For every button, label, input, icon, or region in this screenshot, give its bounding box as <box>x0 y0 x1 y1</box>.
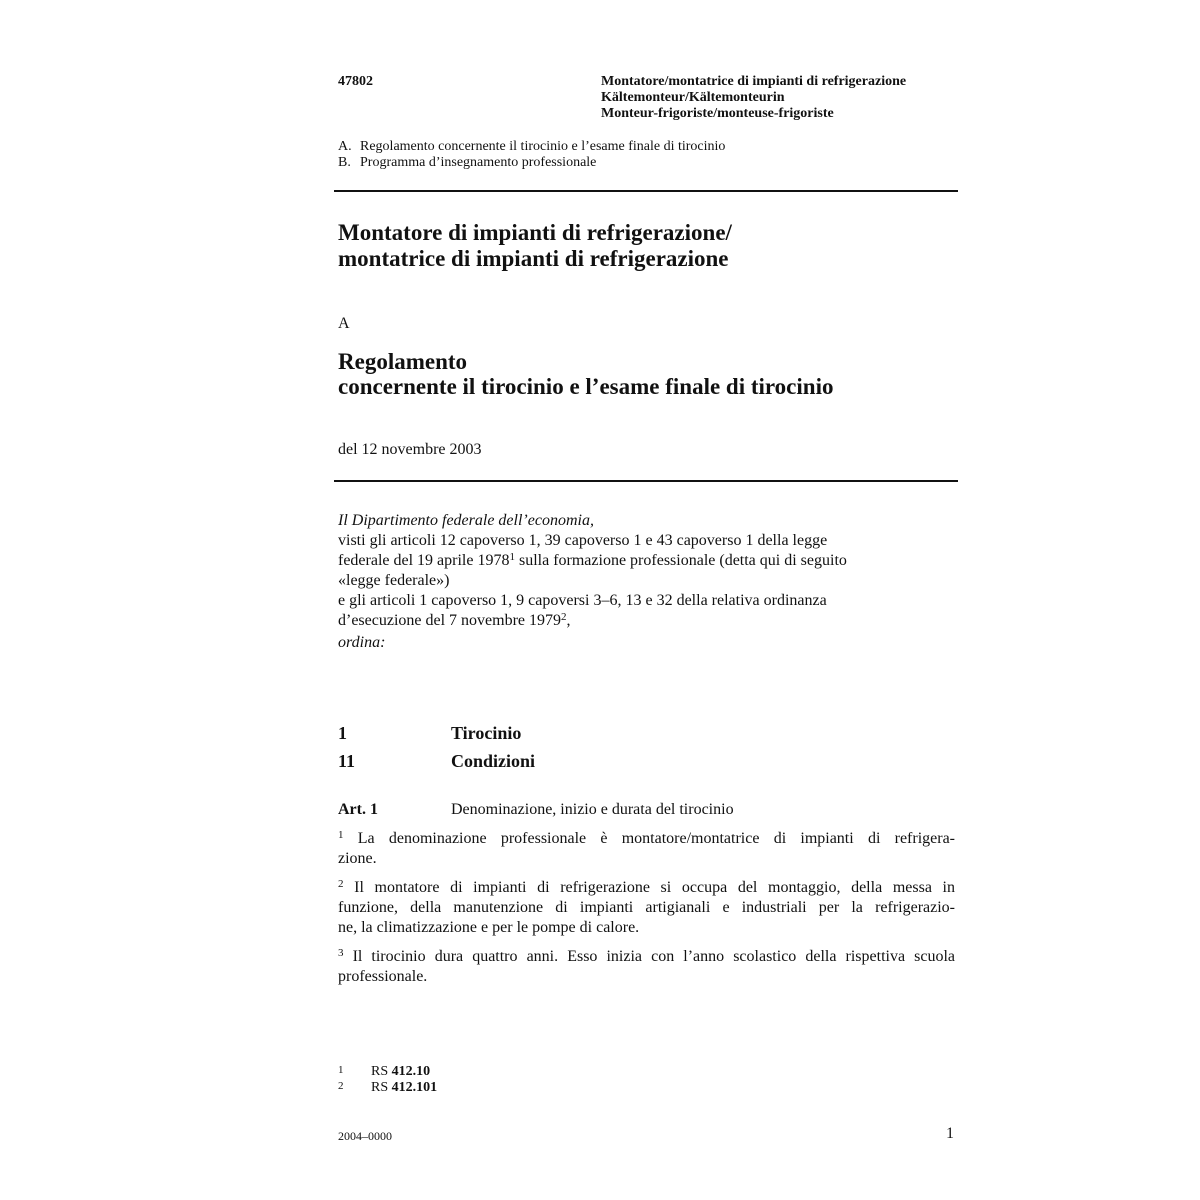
preamble-line <box>338 551 958 571</box>
preamble-text: sulla formazione professionale (detta qui di seguito <box>514 552 847 569</box>
preamble-line <box>338 611 958 631</box>
footnote <box>338 1080 538 1096</box>
section-title: Tirocinio <box>451 723 522 743</box>
paragraph-number: 3 <box>338 947 344 959</box>
section-title: Condizioni <box>451 751 536 771</box>
page-number: 1 <box>946 1125 954 1142</box>
paragraph-line <box>338 878 955 898</box>
divider <box>334 190 958 192</box>
preamble-text: , <box>566 612 571 629</box>
paragraph-line: ne, la climatizzazione e per le pompe di calore. <box>338 919 640 936</box>
paragraph-number: 1 <box>338 829 344 841</box>
paragraph-line <box>338 947 955 967</box>
header-title-line: Monteur-frigoriste/monteuse-frigoriste <box>601 106 834 121</box>
divider <box>334 480 958 482</box>
article-paragraph <box>338 878 955 938</box>
main-title <box>338 220 732 272</box>
preamble-line: e gli articoli 1 capoverso 1, 9 capoversi 3–6, 13 e 32 della relativa ordinanza <box>338 592 827 609</box>
article-paragraph <box>338 829 955 869</box>
footnote-prefix: RS <box>371 1064 389 1079</box>
preamble-verb: ordina: <box>338 634 386 651</box>
article-number: Art. 1 <box>338 801 378 818</box>
footnote-text <box>371 1080 437 1096</box>
footnote-ref: 2 <box>561 611 567 623</box>
paragraph-line <box>338 829 955 849</box>
preamble-authority: Il Dipartimento federale dell’economia, <box>338 512 594 529</box>
contents-item <box>338 139 725 155</box>
contents-item-text: Regolamento concernente il tirocinio e l’esame finale di tirocinio <box>360 139 726 154</box>
part-letter: A <box>338 315 350 332</box>
header-title-line: Kältemonteur/Kältemonteurin <box>601 90 785 105</box>
article-title: Denominazione, inizio e durata del tirocinio <box>451 801 734 818</box>
paragraph-line: funzione, della manutenzione di impianti artigianali e industriali per la refrigerazio- <box>338 899 955 916</box>
footnote <box>338 1064 538 1080</box>
footnote-prefix: RS <box>371 1080 389 1095</box>
article-paragraph <box>338 947 955 987</box>
paragraph-text: La denominazione professionale è montatore/montatrice di impianti di refrigera- <box>357 830 956 847</box>
document-number: 47802 <box>338 74 373 89</box>
regulation-title-line: concernente il tirocinio e l’esame finale di tirocinio <box>338 374 834 399</box>
footnote-number: 1 <box>338 1064 344 1076</box>
footer-doc-code: 2004–0000 <box>338 1129 392 1143</box>
regulation-date: del 12 novembre 2003 <box>338 441 482 458</box>
paragraph-line: zione. <box>338 850 377 867</box>
contents-item-letter: B. <box>338 155 351 170</box>
paragraph-text: Il tirocinio dura quattro anni. Esso inizia con l’anno scolastico della rispettiva scuola <box>352 948 956 965</box>
preamble <box>338 511 958 653</box>
preamble-text: federale del 19 aprile 1978 <box>338 552 510 569</box>
header-title <box>601 74 906 122</box>
footnote-reference: 412.101 <box>391 1080 438 1095</box>
contents-list <box>338 139 725 171</box>
main-title-line: Montatore di impianti di refrigerazione/ <box>338 220 732 245</box>
footnote-number: 2 <box>338 1080 344 1092</box>
contents-item-letter: A. <box>338 139 352 154</box>
footnotes <box>338 1064 538 1096</box>
paragraph-text: Il montatore di impianti di refrigerazione si occupa del montaggio, della messa in <box>354 879 955 896</box>
contents-item-text: Programma d’insegnamento professionale <box>360 155 597 170</box>
contents-item <box>338 155 725 171</box>
preamble-text: d’esecuzione del 7 novembre 1979 <box>338 612 562 629</box>
footnote-text <box>371 1064 430 1080</box>
main-title-line: montatrice di impianti di refrigerazione <box>338 246 729 271</box>
regulation-title-line: Regolamento <box>338 349 468 374</box>
header-title-line: Montatore/montatrice di impianti di refrigerazione <box>601 74 907 89</box>
preamble-line: visti gli articoli 12 capoverso 1, 39 capoverso 1 e 43 capoverso 1 della legge <box>338 532 828 549</box>
section-number: 11 <box>338 751 356 771</box>
article-heading <box>338 800 958 820</box>
section-number: 1 <box>338 723 347 743</box>
regulation-title <box>338 349 833 399</box>
paragraph-line: professionale. <box>338 968 428 985</box>
footnote-ref: 1 <box>509 551 515 563</box>
footnote-reference: 412.10 <box>391 1064 431 1079</box>
preamble-line: «legge federale») <box>338 572 450 589</box>
paragraph-number: 2 <box>338 878 344 890</box>
